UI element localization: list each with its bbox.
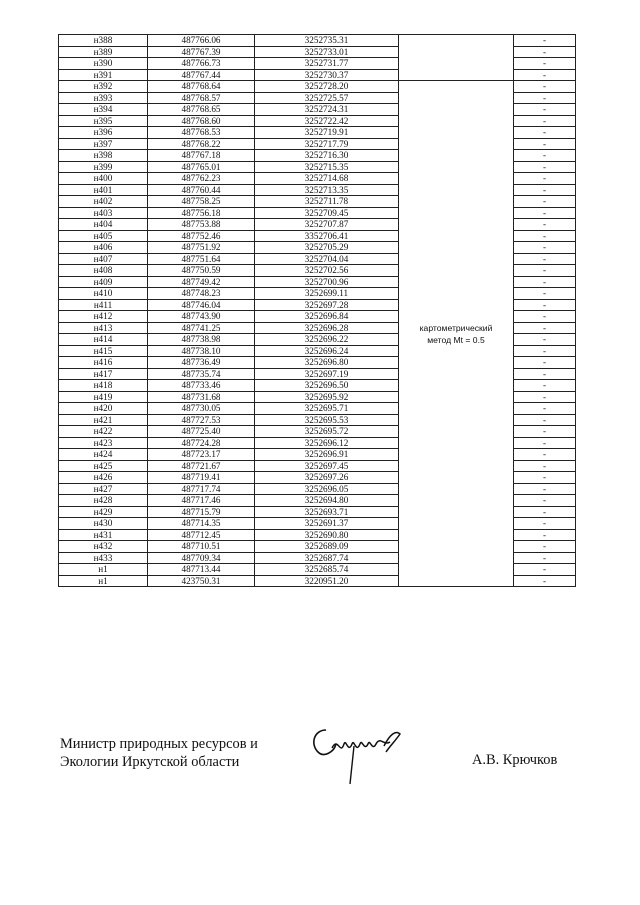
y-coordinate: 3252697.19 — [255, 368, 399, 380]
point-name: н417 — [59, 368, 148, 380]
x-coordinate: 487753.88 — [148, 219, 255, 231]
x-coordinate: 487751.92 — [148, 242, 255, 254]
accuracy-value: - — [514, 69, 576, 81]
point-name: н429 — [59, 506, 148, 518]
accuracy-value: - — [514, 265, 576, 277]
accuracy-value: - — [514, 311, 576, 323]
y-coordinate: 3252697.28 — [255, 299, 399, 311]
y-coordinate: 3252711.78 — [255, 196, 399, 208]
x-coordinate: 487756.18 — [148, 207, 255, 219]
y-coordinate: 3252697.45 — [255, 460, 399, 472]
accuracy-value: - — [514, 483, 576, 495]
accuracy-value: - — [514, 58, 576, 70]
y-coordinate: 3252696.24 — [255, 345, 399, 357]
point-name: н400 — [59, 173, 148, 185]
y-coordinate: 3252713.35 — [255, 184, 399, 196]
accuracy-value: - — [514, 472, 576, 484]
accuracy-value: - — [514, 506, 576, 518]
accuracy-value: - — [514, 104, 576, 116]
x-coordinate: 487762.23 — [148, 173, 255, 185]
point-name: н411 — [59, 299, 148, 311]
method-cell-top — [399, 35, 514, 81]
coordinates-table-body — [59, 35, 576, 587]
x-coordinate: 487751.64 — [148, 253, 255, 265]
point-name: н421 — [59, 414, 148, 426]
point-name: н418 — [59, 380, 148, 392]
accuracy-value: - — [514, 414, 576, 426]
y-coordinate: 3252717.79 — [255, 138, 399, 150]
accuracy-value: - — [514, 391, 576, 403]
y-coordinate: 3252702.56 — [255, 265, 399, 277]
x-coordinate: 487733.46 — [148, 380, 255, 392]
x-coordinate: 487717.74 — [148, 483, 255, 495]
y-coordinate: 3252715.35 — [255, 161, 399, 173]
y-coordinate: 3252696.84 — [255, 311, 399, 323]
accuracy-value: - — [514, 115, 576, 127]
y-coordinate: 3220951.20 — [255, 575, 399, 587]
point-name: н413 — [59, 322, 148, 334]
x-coordinate: 423750.31 — [148, 575, 255, 587]
point-name: н396 — [59, 127, 148, 139]
accuracy-value: - — [514, 357, 576, 369]
accuracy-value: - — [514, 253, 576, 265]
y-coordinate: 3252728.20 — [255, 81, 399, 93]
point-name: н392 — [59, 81, 148, 93]
x-coordinate: 487767.39 — [148, 46, 255, 58]
point-name: н402 — [59, 196, 148, 208]
point-name: н414 — [59, 334, 148, 346]
x-coordinate: 487713.44 — [148, 564, 255, 576]
y-coordinate: 3252704.04 — [255, 253, 399, 265]
x-coordinate: 487738.10 — [148, 345, 255, 357]
x-coordinate: 487767.44 — [148, 69, 255, 81]
x-coordinate: 487724.28 — [148, 437, 255, 449]
method-line1: картометрический — [419, 322, 493, 333]
accuracy-value: - — [514, 518, 576, 530]
point-name: н416 — [59, 357, 148, 369]
point-name: н428 — [59, 495, 148, 507]
x-coordinate: 487768.57 — [148, 92, 255, 104]
y-coordinate: 3252685.74 — [255, 564, 399, 576]
accuracy-value: - — [514, 322, 576, 334]
y-coordinate: 3252696.05 — [255, 483, 399, 495]
point-name: н408 — [59, 265, 148, 277]
accuracy-value: - — [514, 230, 576, 242]
accuracy-value: - — [514, 529, 576, 541]
x-coordinate: 487719.41 — [148, 472, 255, 484]
point-name: н433 — [59, 552, 148, 564]
accuracy-value: - — [514, 552, 576, 564]
point-name: н415 — [59, 345, 148, 357]
x-coordinate: 487712.45 — [148, 529, 255, 541]
signature-graphic — [304, 722, 424, 787]
accuracy-value: - — [514, 150, 576, 162]
y-coordinate: 3252695.72 — [255, 426, 399, 438]
x-coordinate: 487749.42 — [148, 276, 255, 288]
y-coordinate: 3252696.28 — [255, 322, 399, 334]
y-coordinate: 3252725.57 — [255, 92, 399, 104]
point-name: н391 — [59, 69, 148, 81]
point-name: н393 — [59, 92, 148, 104]
y-coordinate: 3252695.53 — [255, 414, 399, 426]
x-coordinate: 487765.01 — [148, 161, 255, 173]
x-coordinate: 487768.65 — [148, 104, 255, 116]
accuracy-value: - — [514, 184, 576, 196]
y-coordinate: 3252719.91 — [255, 127, 399, 139]
accuracy-value: - — [514, 426, 576, 438]
y-coordinate: 3252687.74 — [255, 552, 399, 564]
point-name: н422 — [59, 426, 148, 438]
point-name: н431 — [59, 529, 148, 541]
point-name: н425 — [59, 460, 148, 472]
x-coordinate: 487768.53 — [148, 127, 255, 139]
signer-position-line1: Министр природных ресурсов и — [60, 736, 258, 752]
y-coordinate: 3252697.26 — [255, 472, 399, 484]
point-name: н423 — [59, 437, 148, 449]
coordinates-table — [58, 34, 576, 587]
accuracy-value: - — [514, 380, 576, 392]
x-coordinate: 487735.74 — [148, 368, 255, 380]
point-name: н390 — [59, 58, 148, 70]
accuracy-value: - — [514, 81, 576, 93]
y-coordinate: 3252699.11 — [255, 288, 399, 300]
x-coordinate: 487746.04 — [148, 299, 255, 311]
point-name: н398 — [59, 150, 148, 162]
y-coordinate: 3252694.80 — [255, 495, 399, 507]
y-coordinate: 3252696.80 — [255, 357, 399, 369]
point-name: н419 — [59, 391, 148, 403]
point-name: н395 — [59, 115, 148, 127]
y-coordinate: 3252690.80 — [255, 529, 399, 541]
accuracy-value: - — [514, 299, 576, 311]
x-coordinate: 487741.25 — [148, 322, 255, 334]
accuracy-value: - — [514, 127, 576, 139]
y-coordinate: 3252731.77 — [255, 58, 399, 70]
accuracy-value: - — [514, 345, 576, 357]
accuracy-value: - — [514, 207, 576, 219]
point-name: н410 — [59, 288, 148, 300]
y-coordinate: 3252714.68 — [255, 173, 399, 185]
y-coordinate: 3252689.09 — [255, 541, 399, 553]
x-coordinate: 487767.18 — [148, 150, 255, 162]
point-name: н403 — [59, 207, 148, 219]
x-coordinate: 487760.44 — [148, 184, 255, 196]
point-name: н394 — [59, 104, 148, 116]
accuracy-value: - — [514, 92, 576, 104]
accuracy-value: - — [514, 288, 576, 300]
signer-position-line2: Экологии Иркутской области — [60, 754, 240, 770]
point-name: н397 — [59, 138, 148, 150]
y-coordinate: 3252730.37 — [255, 69, 399, 81]
x-coordinate: 487727.53 — [148, 414, 255, 426]
accuracy-value: - — [514, 173, 576, 185]
x-coordinate: 487715.79 — [148, 506, 255, 518]
x-coordinate: 487714.35 — [148, 518, 255, 530]
point-name: н1 — [59, 564, 148, 576]
x-coordinate: 487752.46 — [148, 230, 255, 242]
y-coordinate: 3252733.01 — [255, 46, 399, 58]
accuracy-value: - — [514, 196, 576, 208]
y-coordinate: 3252696.22 — [255, 334, 399, 346]
x-coordinate: 487730.05 — [148, 403, 255, 415]
x-coordinate: 487766.06 — [148, 35, 255, 47]
accuracy-value: - — [514, 460, 576, 472]
table-row — [59, 35, 576, 47]
point-name: н399 — [59, 161, 148, 173]
x-coordinate: 487709.34 — [148, 552, 255, 564]
y-coordinate: 3252709.45 — [255, 207, 399, 219]
x-coordinate: 487731.68 — [148, 391, 255, 403]
y-coordinate: 3252722.42 — [255, 115, 399, 127]
y-coordinate: 3252695.92 — [255, 391, 399, 403]
accuracy-value: - — [514, 575, 576, 587]
accuracy-value: - — [514, 495, 576, 507]
accuracy-value: - — [514, 242, 576, 254]
accuracy-value: - — [514, 138, 576, 150]
table-row — [59, 81, 576, 93]
y-coordinate: 3252696.50 — [255, 380, 399, 392]
point-name: н412 — [59, 311, 148, 323]
accuracy-value: - — [514, 334, 576, 346]
x-coordinate: 487723.17 — [148, 449, 255, 461]
accuracy-value: - — [514, 403, 576, 415]
x-coordinate: 487766.73 — [148, 58, 255, 70]
y-coordinate: 3252696.91 — [255, 449, 399, 461]
y-coordinate: 3252707.87 — [255, 219, 399, 231]
x-coordinate: 487738.98 — [148, 334, 255, 346]
accuracy-value: - — [514, 368, 576, 380]
accuracy-value: - — [514, 219, 576, 231]
point-name: н404 — [59, 219, 148, 231]
y-coordinate: 3252696.12 — [255, 437, 399, 449]
y-coordinate: 3252691.37 — [255, 518, 399, 530]
accuracy-value: - — [514, 541, 576, 553]
point-name: н407 — [59, 253, 148, 265]
method-line2: метод Mt = 0.5 — [427, 334, 485, 345]
y-coordinate: 3252724.31 — [255, 104, 399, 116]
y-coordinate: 3252695.71 — [255, 403, 399, 415]
point-name: н427 — [59, 483, 148, 495]
point-name: н389 — [59, 46, 148, 58]
point-name: н401 — [59, 184, 148, 196]
accuracy-value: - — [514, 564, 576, 576]
x-coordinate: 487743.90 — [148, 311, 255, 323]
signatory-name: А.В. Крючков — [472, 752, 558, 768]
x-coordinate: 487748.23 — [148, 288, 255, 300]
x-coordinate: 487768.64 — [148, 81, 255, 93]
point-name: н432 — [59, 541, 148, 553]
point-name: н430 — [59, 518, 148, 530]
signer-position — [60, 735, 258, 771]
x-coordinate: 487768.60 — [148, 115, 255, 127]
accuracy-value: - — [514, 161, 576, 173]
point-name: н424 — [59, 449, 148, 461]
x-coordinate: 487750.59 — [148, 265, 255, 277]
point-name: н406 — [59, 242, 148, 254]
x-coordinate: 487758.25 — [148, 196, 255, 208]
y-coordinate: 3252700.96 — [255, 276, 399, 288]
accuracy-value: - — [514, 276, 576, 288]
point-name: н420 — [59, 403, 148, 415]
x-coordinate: 487736.49 — [148, 357, 255, 369]
point-name: н405 — [59, 230, 148, 242]
x-coordinate: 487725.40 — [148, 426, 255, 438]
x-coordinate: 487721.67 — [148, 460, 255, 472]
y-coordinate: 3252693.71 — [255, 506, 399, 518]
accuracy-value: - — [514, 449, 576, 461]
point-name: н388 — [59, 35, 148, 47]
y-coordinate: 3352706.41 — [255, 230, 399, 242]
x-coordinate: 487710.51 — [148, 541, 255, 553]
accuracy-value: - — [514, 46, 576, 58]
x-coordinate: 487768.22 — [148, 138, 255, 150]
y-coordinate: 3252716.30 — [255, 150, 399, 162]
y-coordinate: 3252705.29 — [255, 242, 399, 254]
point-name: н1 — [59, 575, 148, 587]
accuracy-value: - — [514, 35, 576, 47]
signature — [304, 722, 424, 792]
method-cell — [399, 81, 514, 587]
accuracy-value: - — [514, 437, 576, 449]
x-coordinate: 487717.46 — [148, 495, 255, 507]
y-coordinate: 3252735.31 — [255, 35, 399, 47]
point-name: н409 — [59, 276, 148, 288]
point-name: н426 — [59, 472, 148, 484]
